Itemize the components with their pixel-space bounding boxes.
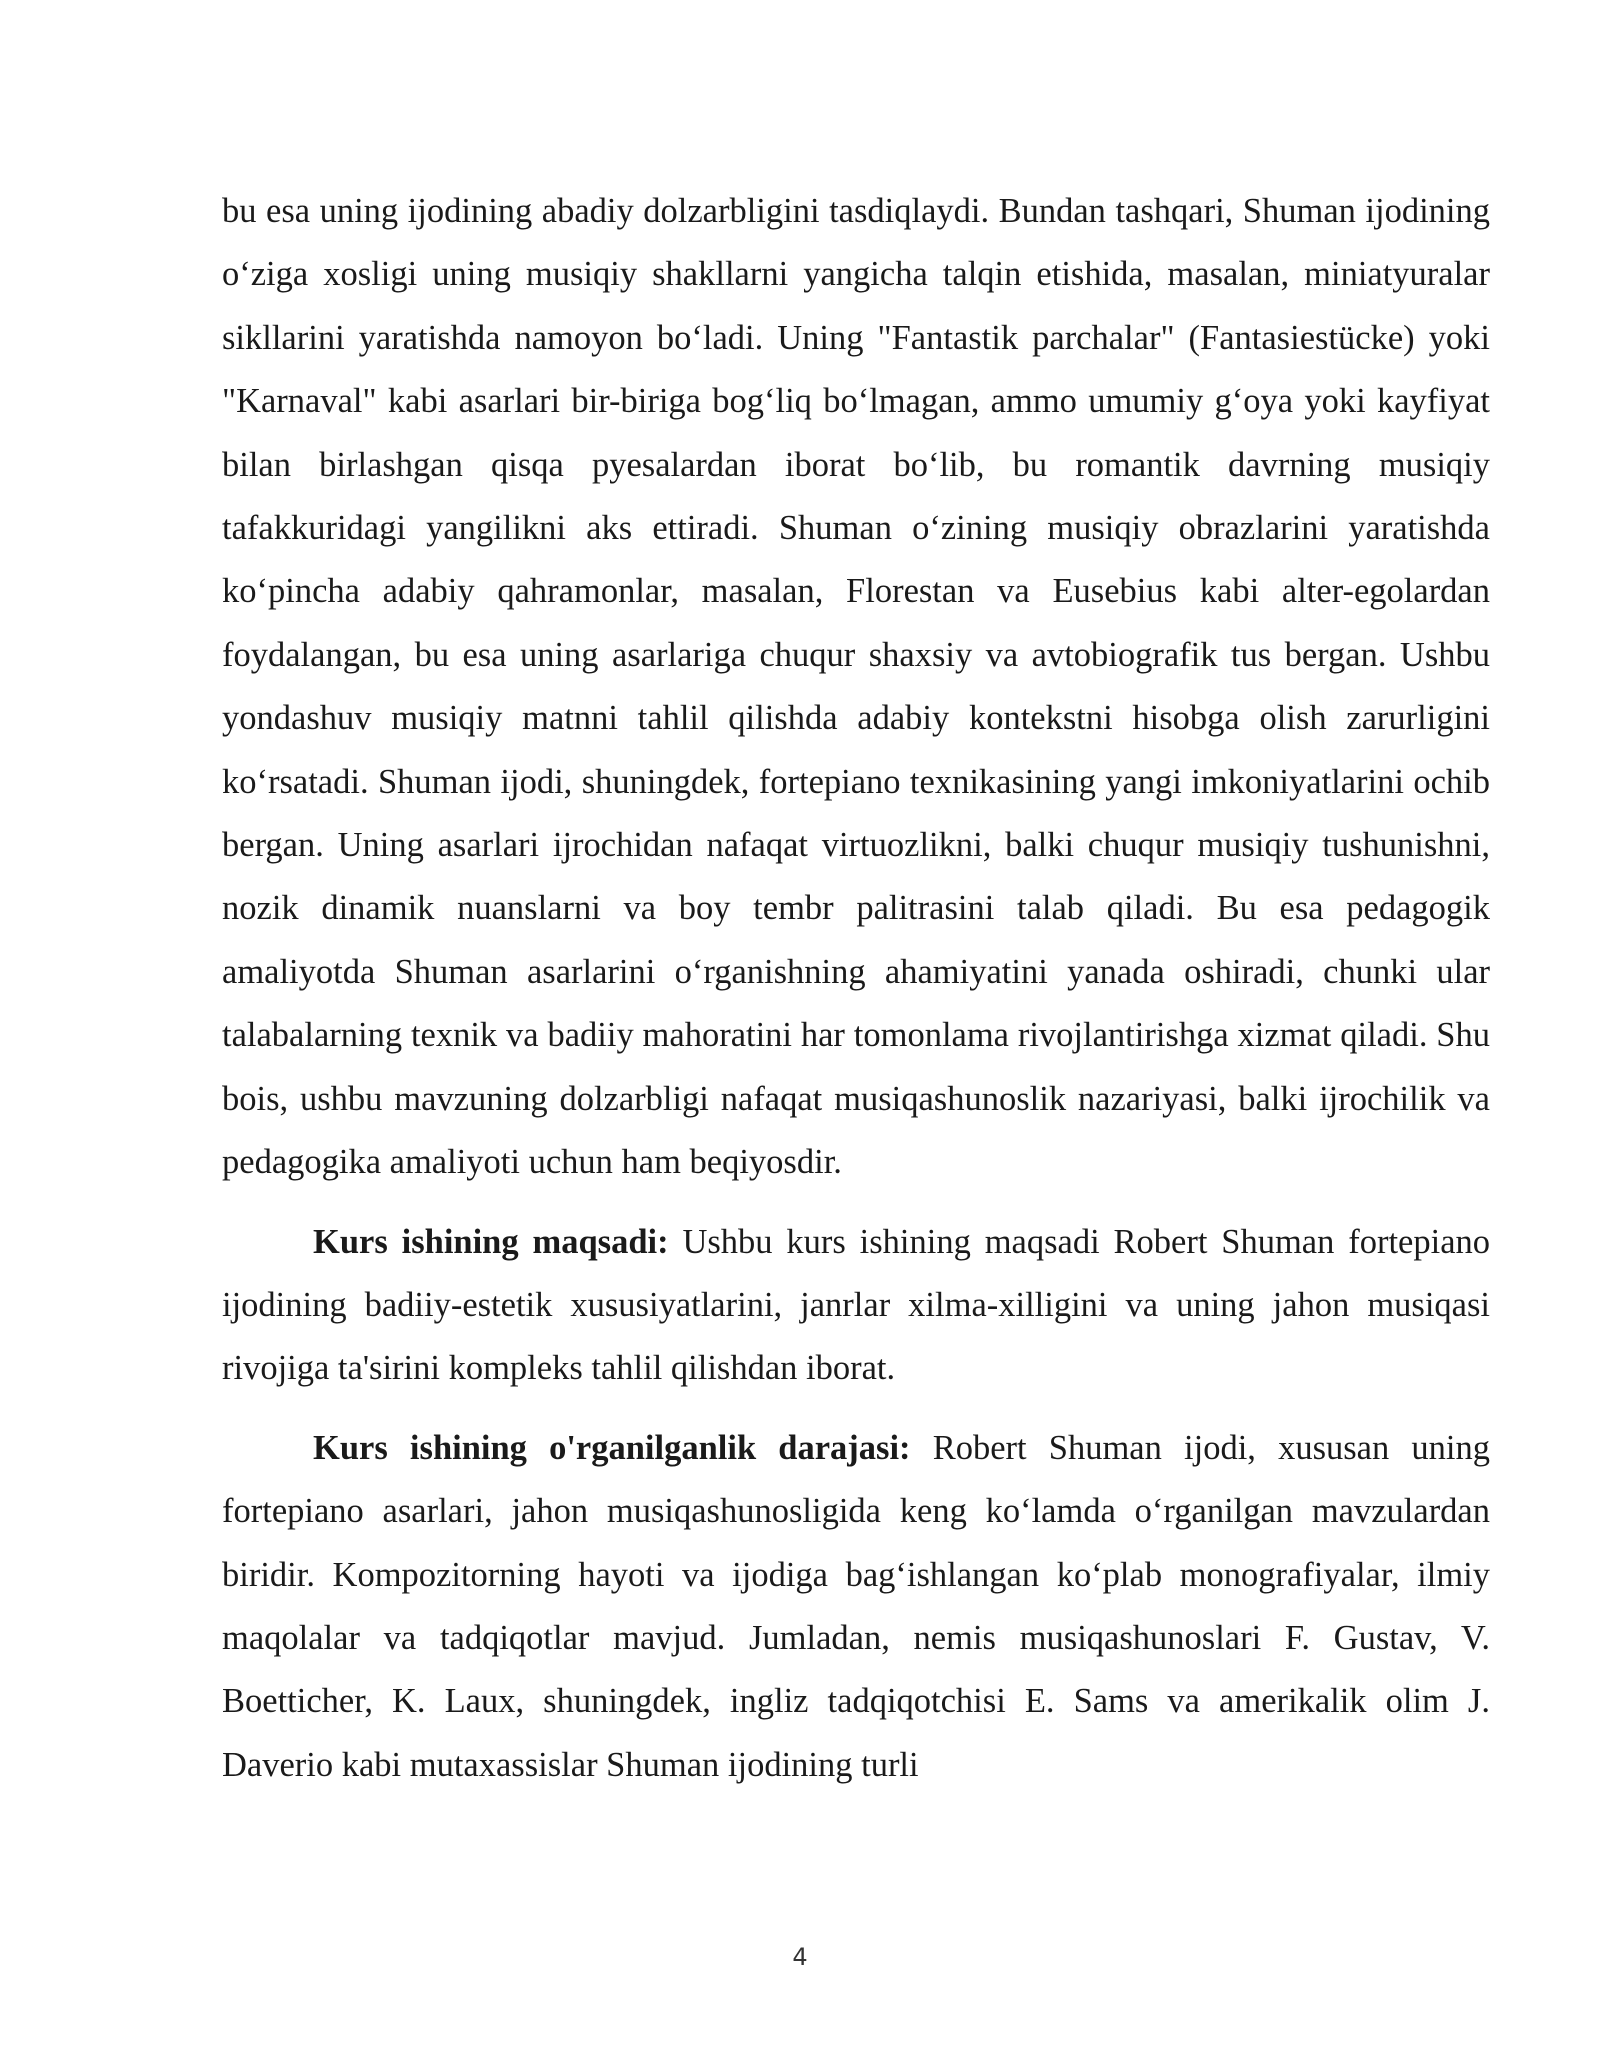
study-level-paragraph [222, 1417, 1490, 1797]
page-body [222, 180, 1490, 1797]
study-level-text: Robert Shuman ijodi, xususan uning fortepiano asarlari, jahon musiqashunosligida keng ko‘lamda o‘rganilgan mavzulardan biridir. Kompozitorning hayoti va ijodiga bag‘ishlangan ko‘plab monografiyalar, ilmiy maqolalar va tadqiqotlar mavjud. Jumladan, nemis musiqashunoslari F. Gustav, V. Boetticher, K. Laux, shuningdek, ingliz tadqiqotchisi E. Sams va amerikalik olim J. Daverio kabi mutaxassislar Shuman ijodining turli [222, 1428, 1490, 1784]
body-paragraph-continuation [222, 180, 1490, 1195]
paragraph-text: bu esa uning ijodining abadiy dolzarbligini tasdiqlaydi. Bundan tashqari, Shuman ijodining o‘ziga xosligi uning musiqiy shakllarni yangicha talqin etishida, masalan, miniatyuralar sikllarini yaratishda namoyon bo‘ladi. Uning "Fantastik parchalar" (Fantasiestücke) yoki "Karnaval" kabi asarlari bir-biriga bog‘liq bo‘lmagan, ammo umumiy g‘oya yoki kayfiyat bilan birlashgan qisqa pyesalardan iborat bo‘lib, bu romantik davrning musiqiy tafakkuridagi yangilikni aks ettiradi. Shuman o‘zining musiqiy obrazlarini yaratishda ko‘pincha adabiy qahramonlar, masalan, Florestan va Eusebius kabi alter-egolardan foydalangan, bu esa uning asarlariga chuqur shaxsiy va avtobiografik tus bergan. Ushbu yondashuv musiqiy matnni tahlil qilishda adabiy kontekstni hisobga olish zarurligini ko‘rsatadi. Shuman ijodi, shuningdek, fortepiano texnikasining yangi imkoniyatlarini ochib bergan. Uning asarlari ijrochidan nafaqat virtuozlikni, balki chuqur musiqiy tushunishni, nozik dinamik nuanslarni va boy tembr palitrasini talab qiladi. Bu esa pedagogik amaliyotda Shuman asarlarini o‘rganishning ahamiyatini yanada oshiradi, chunki ular talabalarning texnik va badiiy mahoratini har tomonlama rivojlantirishga xizmat qiladi. Shu bois, ushbu mavzuning dolzarbligi nafaqat musiqashunoslik nazariyasi, balki ijrochilik va pedagogika amaliyoti uchun ham beqiyosdir. [222, 192, 1490, 1182]
page-number: 4 [792, 1943, 808, 1971]
course-goal-text: Ushbu kurs ishining maqsadi Robert Shuman fortepiano ijodining badiiy-estetik xususiyatlarini, janrlar xilma-xilligini va uning jahon musiqasi rivojiga ta'sirini kompleks tahlil qilishdan iborat. [222, 1222, 1491, 1388]
course-goal-heading: Kurs ishining maqsadi: [313, 1222, 669, 1261]
course-goal-paragraph [222, 1211, 1490, 1401]
study-level-heading: Kurs ishining o'rganilganlik darajasi: [313, 1428, 911, 1467]
